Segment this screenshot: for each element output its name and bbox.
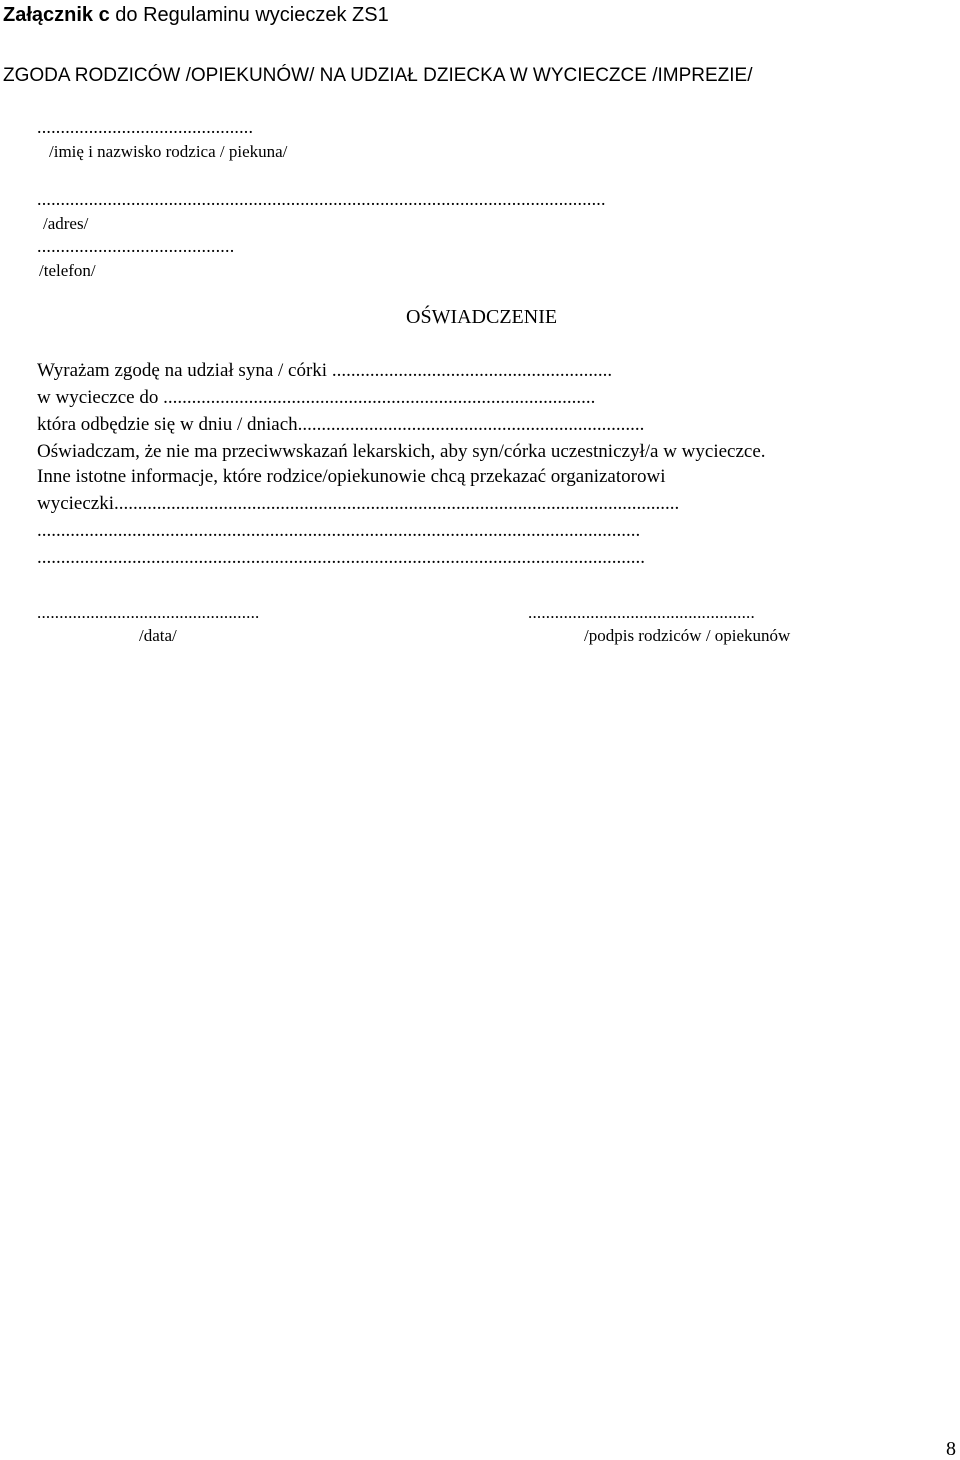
other-info-line: Inne istotne informacje, które rodzice/opiekunowie chcą przekazać organizatorowi <box>37 466 666 487</box>
address-label: /adres/ <box>43 214 89 233</box>
other-info-field-2[interactable]: ............................................................................................................................... <box>37 520 641 541</box>
signature-field[interactable]: ................................................... <box>528 603 755 622</box>
annex-title: do Regulaminu wycieczek ZS1 <box>109 4 389 26</box>
other-info-field-1[interactable]: wycieczki....................................................................................................................... <box>37 493 680 514</box>
consent-line: Wyrażam zgodę na udział syna / córki ........................................................... <box>37 360 613 381</box>
parent-name-field[interactable]: .............................................. <box>37 117 254 137</box>
parent-name-label: /imię i nazwisko rodzica / piekuna/ <box>49 142 288 161</box>
date-field[interactable]: .................................................. <box>37 603 260 622</box>
annex-header <box>3 5 389 25</box>
trip-date-line: która odbędzie się w dniu / dniach......................................................................... <box>37 414 645 435</box>
signature-label: /podpis rodziców / opiekunów <box>584 626 791 645</box>
other-info-field-3[interactable]: ................................................................................................................................ <box>37 547 645 568</box>
document-title: ZGODA RODZICÓW /OPIEKUNÓW/ NA UDZIAŁ DZIECKA W WYCIECZCE /IMPREZIE/ <box>3 65 753 86</box>
phone-field[interactable]: .......................................... <box>37 236 235 256</box>
phone-label: /telefon/ <box>39 261 96 280</box>
annex-label: Załącznik c <box>3 4 110 26</box>
trip-destination-line: w wycieczce do ........................................................................................... <box>37 387 596 408</box>
address-field[interactable]: ......................................................................................................................... <box>37 189 606 209</box>
page-number: 8 <box>946 1438 956 1460</box>
medical-statement-line: Oświadczam, że nie ma przeciwwskazań lekarskich, aby syn/córka uczestniczył/a w wycieczce. <box>37 441 766 462</box>
declaration-heading: OŚWIADCZENIE <box>406 306 558 328</box>
date-label: /data/ <box>139 626 177 645</box>
